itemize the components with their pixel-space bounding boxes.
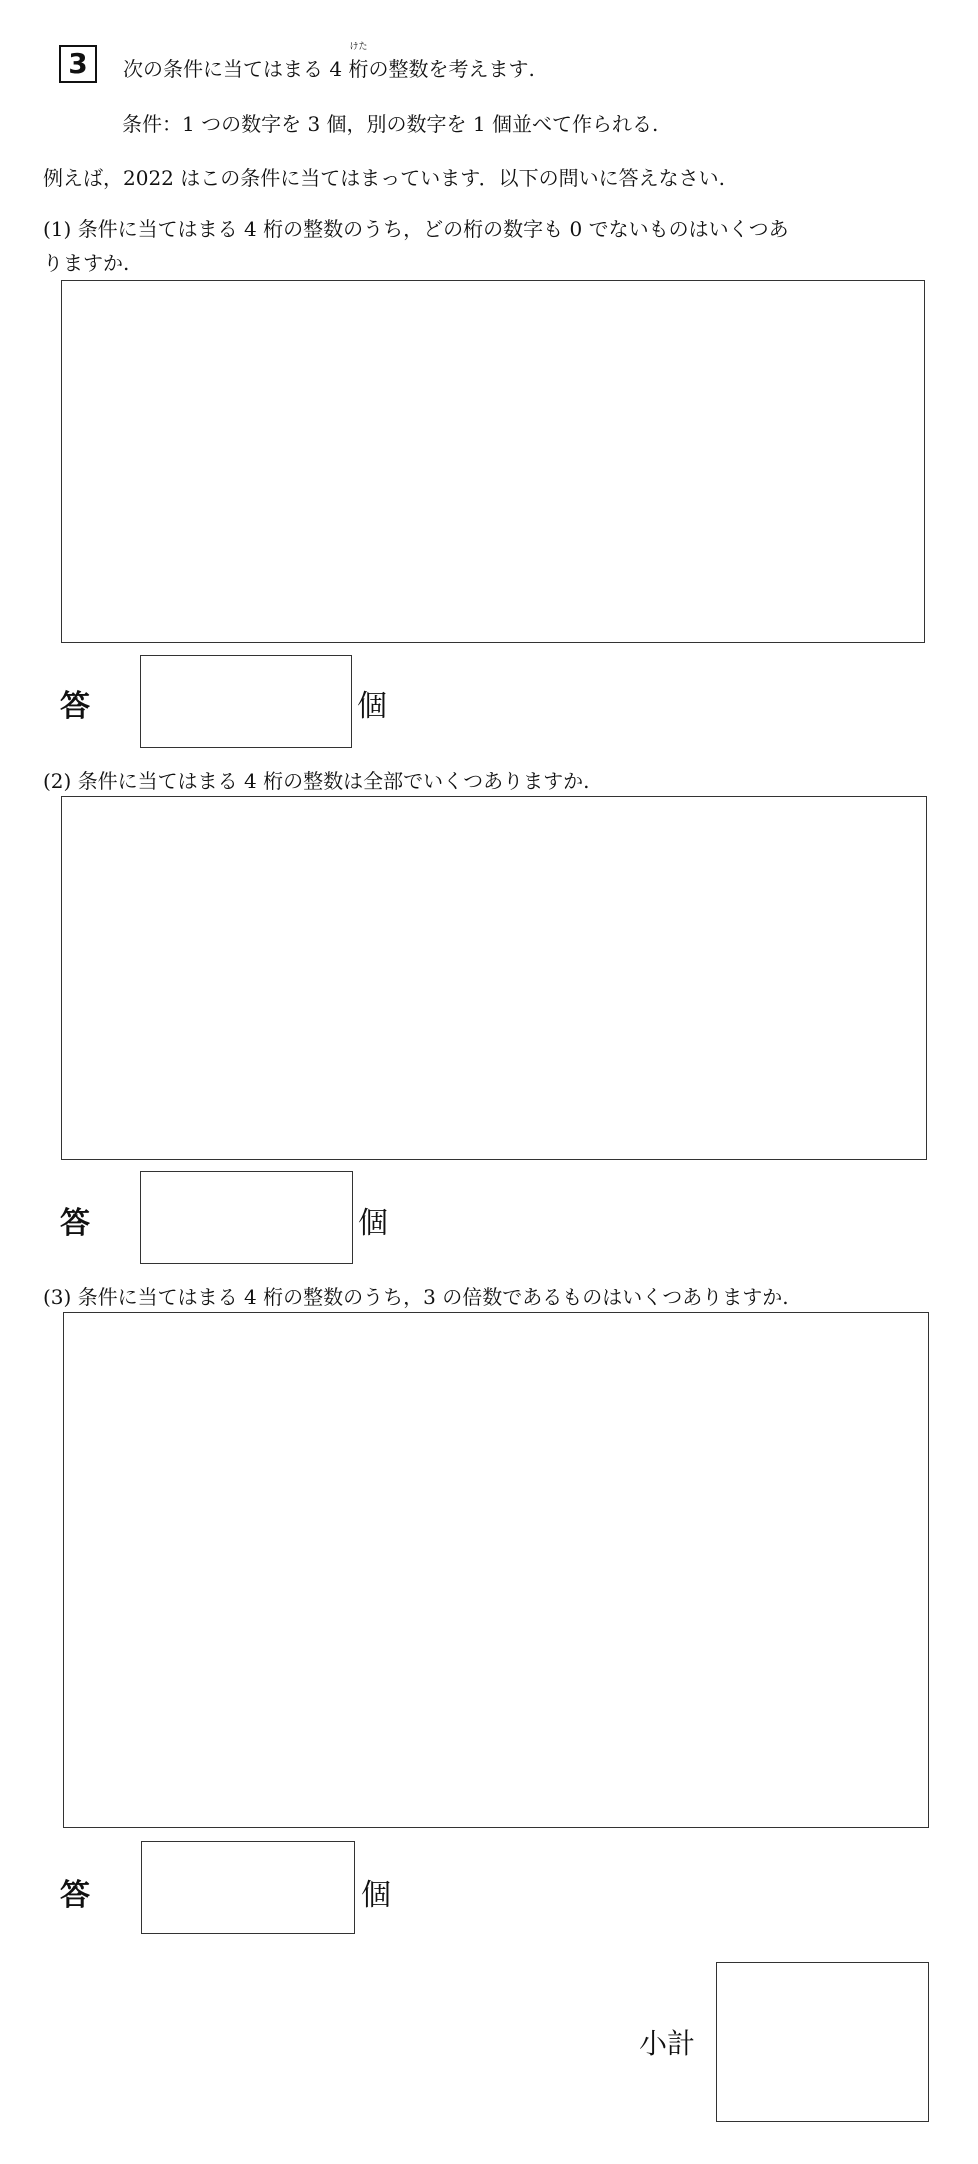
example-text: 例えば，2022 はこの条件に当てはまっています．以下の問いに答えなさい.: [43, 166, 726, 190]
ruby-reading: けた: [349, 42, 368, 52]
question-2-unit: 個: [358, 1206, 388, 1241]
question-2-answer-box[interactable]: [140, 1171, 353, 1264]
question-3-answer-label: 答: [60, 1878, 90, 1913]
question-1-answer-label: 答: [60, 689, 90, 724]
subtotal-box[interactable]: [716, 1962, 929, 2122]
question-1-work-area[interactable]: [61, 280, 925, 643]
subtotal-label: 小計: [639, 2027, 696, 2060]
question-2-text: (2) 条件に当てはまる 4 桁の整数は全部でいくつありますか.: [43, 769, 590, 793]
question-3-answer-box[interactable]: [141, 1841, 355, 1934]
question-2-work-area[interactable]: [61, 796, 927, 1160]
question-1-text-line2: りますか.: [43, 251, 130, 275]
question-1-answer-box[interactable]: [140, 655, 352, 748]
question-1-text-line1: (1) 条件に当てはまる 4 桁の整数のうち，どの桁の数字も 0 でないものはいくつあ: [43, 217, 789, 241]
question-2-answer-label: 答: [60, 1206, 90, 1241]
question-3-unit: 個: [361, 1878, 391, 1913]
question-1-unit: 個: [357, 689, 387, 724]
problem-number: 3: [59, 45, 97, 83]
intro-after: の整数を考えます.: [368, 57, 535, 81]
question-3-work-area[interactable]: [63, 1312, 929, 1828]
question-3-text: (3) 条件に当てはまる 4 桁の整数のうち，3 の倍数であるものはいくつありますか.: [43, 1285, 789, 1309]
condition-text: 条件：1 つの数字を 3 個，別の数字を 1 個並べて作られる.: [122, 112, 659, 136]
intro-kanji: 桁: [348, 57, 369, 81]
intro-kanji-with-ruby: [348, 42, 369, 82]
problem-intro: [123, 42, 535, 82]
intro-before: 次の条件に当てはまる 4: [123, 57, 349, 81]
